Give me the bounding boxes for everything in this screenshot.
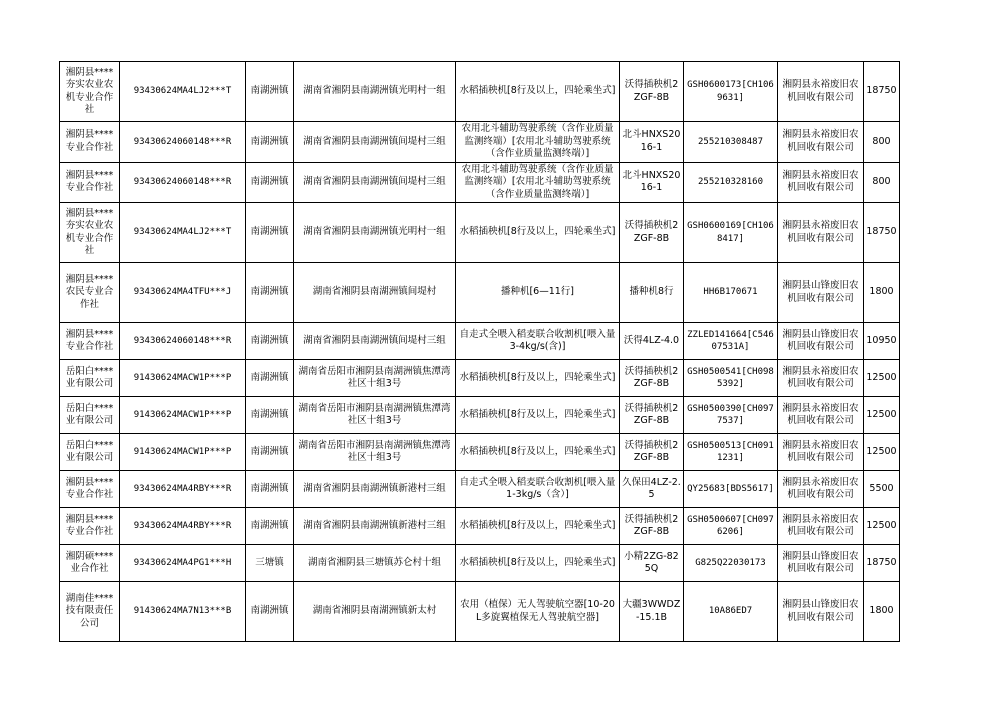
records-table bbox=[59, 61, 900, 642]
credit-code-cell: 91430624MACW1P***P bbox=[120, 434, 246, 471]
machine-item-cell: 水稻插秧机[8行及以上，四轮乘坐式] bbox=[456, 203, 620, 263]
town-cell: 南湖洲镇 bbox=[246, 471, 294, 508]
machine-item-cell: 水稻插秧机[8行及以上，四轮乘坐式] bbox=[456, 62, 620, 122]
serial-number-cell: 255210308487 bbox=[684, 122, 778, 163]
buyer-name-cell: 湘阴县****专业合作社 bbox=[60, 471, 120, 508]
credit-code-cell: 91430624MACW1P***P bbox=[120, 360, 246, 397]
address-cell: 湖南省岳阳市湘阴县南湖洲镇焦潭湾社区十组3号 bbox=[294, 434, 456, 471]
recycler-name-cell: 湘阴县永裕废旧农机回收有限公司 bbox=[778, 508, 864, 545]
address-cell: 湖南省湘阴县三塘镇苏仑村十组 bbox=[294, 545, 456, 582]
model-cell: 沃得插秧机2ZGF-8B bbox=[620, 397, 684, 434]
credit-code-cell: 93430624MA4LJ2***T bbox=[120, 203, 246, 263]
serial-number-cell: HH6B170671 bbox=[684, 263, 778, 323]
address-cell: 湖南省湘阴县南湖洲镇间堤村 bbox=[294, 263, 456, 323]
town-cell: 南湖洲镇 bbox=[246, 263, 294, 323]
amount-cell: 12500 bbox=[864, 397, 900, 434]
model-cell: 沃得插秧机2ZGF-8B bbox=[620, 434, 684, 471]
serial-number-cell: GSH0600173[CH1069631] bbox=[684, 62, 778, 122]
buyer-name-cell: 岳阳白****业有限公司 bbox=[60, 434, 120, 471]
table-row bbox=[60, 360, 900, 397]
town-cell: 南湖洲镇 bbox=[246, 203, 294, 263]
table-row bbox=[60, 434, 900, 471]
recycler-name-cell: 湘阴县山锋废旧农机回收有限公司 bbox=[778, 582, 864, 642]
address-cell: 湖南省湘阴县南湖洲镇光明村一组 bbox=[294, 203, 456, 263]
town-cell: 南湖洲镇 bbox=[246, 162, 294, 203]
machine-item-cell: 水稻插秧机[8行及以上，四轮乘坐式] bbox=[456, 545, 620, 582]
address-cell: 湖南省岳阳市湘阴县南湖洲镇焦潭湾社区十组3号 bbox=[294, 397, 456, 434]
model-cell: 北斗HNXS2016-1 bbox=[620, 122, 684, 163]
town-cell: 南湖洲镇 bbox=[246, 62, 294, 122]
buyer-name-cell: 湘阴县****专业合作社 bbox=[60, 323, 120, 360]
town-cell: 南湖洲镇 bbox=[246, 360, 294, 397]
recycler-name-cell: 湘阴县山锋废旧农机回收有限公司 bbox=[778, 545, 864, 582]
recycler-name-cell: 湘阴县山锋废旧农机回收有限公司 bbox=[778, 323, 864, 360]
table-row bbox=[60, 508, 900, 545]
table-row bbox=[60, 162, 900, 203]
credit-code-cell: 91430624MACW1P***P bbox=[120, 397, 246, 434]
machine-item-cell: 水稻插秧机[8行及以上，四轮乘坐式] bbox=[456, 397, 620, 434]
recycler-name-cell: 湘阴县永裕废旧农机回收有限公司 bbox=[778, 471, 864, 508]
town-cell: 南湖洲镇 bbox=[246, 397, 294, 434]
amount-cell: 12500 bbox=[864, 434, 900, 471]
credit-code-cell: 93430624MA4PG1***H bbox=[120, 545, 246, 582]
recycler-name-cell: 湘阴县永裕废旧农机回收有限公司 bbox=[778, 122, 864, 163]
amount-cell: 800 bbox=[864, 162, 900, 203]
table-row bbox=[60, 122, 900, 163]
model-cell: 久保田4LZ-2.5 bbox=[620, 471, 684, 508]
address-cell: 湖南省湘阴县南湖洲镇新港村三组 bbox=[294, 471, 456, 508]
table-row bbox=[60, 397, 900, 434]
table-row bbox=[60, 471, 900, 508]
credit-code-cell: 93430624MA4LJ2***T bbox=[120, 62, 246, 122]
table-row bbox=[60, 323, 900, 360]
credit-code-cell: 91430624MA7N13***B bbox=[120, 582, 246, 642]
recycler-name-cell: 湘阴县永裕废旧农机回收有限公司 bbox=[778, 62, 864, 122]
recycler-name-cell: 湘阴县永裕废旧农机回收有限公司 bbox=[778, 434, 864, 471]
recycler-name-cell: 湘阴县山锋废旧农机回收有限公司 bbox=[778, 263, 864, 323]
address-cell: 湖南省湘阴县南湖洲镇间堤村三组 bbox=[294, 122, 456, 163]
amount-cell: 5500 bbox=[864, 471, 900, 508]
buyer-name-cell: 湘阴县****专业合作社 bbox=[60, 122, 120, 163]
town-cell: 南湖洲镇 bbox=[246, 323, 294, 360]
model-cell: 大疆3WWDZ-15.1B bbox=[620, 582, 684, 642]
serial-number-cell: 10A86ED7 bbox=[684, 582, 778, 642]
model-cell: 小精2ZG-825Q bbox=[620, 545, 684, 582]
machine-item-cell: 水稻插秧机[8行及以上，四轮乘坐式] bbox=[456, 508, 620, 545]
address-cell: 湖南省湘阴县南湖洲镇间堤村三组 bbox=[294, 162, 456, 203]
machine-item-cell: 农用北斗辅助驾驶系统（含作业质量监测终端）[农用北斗辅助驾驶系统（含作业质量监测终端）] bbox=[456, 162, 620, 203]
address-cell: 湖南省岳阳市湘阴县南湖洲镇焦潭湾社区十组3号 bbox=[294, 360, 456, 397]
buyer-name-cell: 岳阳白****业有限公司 bbox=[60, 397, 120, 434]
records-body bbox=[60, 62, 900, 642]
credit-code-cell: 93430624MA4RBY***R bbox=[120, 471, 246, 508]
credit-code-cell: 93430624MA4TFU***J bbox=[120, 263, 246, 323]
buyer-name-cell: 湘阴县****专业合作社 bbox=[60, 508, 120, 545]
serial-number-cell: GSH0500607[CH0976206] bbox=[684, 508, 778, 545]
amount-cell: 18750 bbox=[864, 62, 900, 122]
table-row bbox=[60, 263, 900, 323]
amount-cell: 10950 bbox=[864, 323, 900, 360]
amount-cell: 18750 bbox=[864, 545, 900, 582]
address-cell: 湖南省湘阴县南湖洲镇光明村一组 bbox=[294, 62, 456, 122]
town-cell: 南湖洲镇 bbox=[246, 434, 294, 471]
serial-number-cell: QY25683[BDS5617] bbox=[684, 471, 778, 508]
table-row bbox=[60, 62, 900, 122]
serial-number-cell: GSH0500390[CH0977537] bbox=[684, 397, 778, 434]
recycler-name-cell: 湘阴县永裕废旧农机回收有限公司 bbox=[778, 397, 864, 434]
amount-cell: 12500 bbox=[864, 360, 900, 397]
amount-cell: 12500 bbox=[864, 508, 900, 545]
town-cell: 南湖洲镇 bbox=[246, 122, 294, 163]
address-cell: 湖南省湘阴县南湖洲镇新太村 bbox=[294, 582, 456, 642]
record-sheet bbox=[59, 61, 900, 642]
amount-cell: 18750 bbox=[864, 203, 900, 263]
serial-number-cell: GSH0500513[CH0911231] bbox=[684, 434, 778, 471]
buyer-name-cell: 湘阴硕****业合作社 bbox=[60, 545, 120, 582]
credit-code-cell: 93430624060148***R bbox=[120, 323, 246, 360]
amount-cell: 800 bbox=[864, 122, 900, 163]
serial-number-cell: GSH0500541[CH0985392] bbox=[684, 360, 778, 397]
machine-item-cell: 播种机[6—11行] bbox=[456, 263, 620, 323]
amount-cell: 1800 bbox=[864, 263, 900, 323]
buyer-name-cell: 湘阴县****专业合作社 bbox=[60, 162, 120, 203]
machine-item-cell: 农用（植保）无人驾驶航空器[10-20L多旋翼植保无人驾驶航空器] bbox=[456, 582, 620, 642]
serial-number-cell: 255210328160 bbox=[684, 162, 778, 203]
town-cell: 三塘镇 bbox=[246, 545, 294, 582]
address-cell: 湖南省湘阴县南湖洲镇间堤村三组 bbox=[294, 323, 456, 360]
buyer-name-cell: 湖南佳****技有限责任公司 bbox=[60, 582, 120, 642]
model-cell: 播种机8行 bbox=[620, 263, 684, 323]
machine-item-cell: 水稻插秧机[8行及以上，四轮乘坐式] bbox=[456, 360, 620, 397]
credit-code-cell: 93430624MA4RBY***R bbox=[120, 508, 246, 545]
machine-item-cell: 水稻插秧机[8行及以上，四轮乘坐式] bbox=[456, 434, 620, 471]
recycler-name-cell: 湘阴县永裕废旧农机回收有限公司 bbox=[778, 360, 864, 397]
town-cell: 南湖洲镇 bbox=[246, 508, 294, 545]
recycler-name-cell: 湘阴县永裕废旧农机回收有限公司 bbox=[778, 162, 864, 203]
table-row bbox=[60, 203, 900, 263]
model-cell: 沃得插秧机2ZGF-8B bbox=[620, 360, 684, 397]
machine-item-cell: 农用北斗辅助驾驶系统（含作业质量监测终端）[农用北斗辅助驾驶系统（含作业质量监测终端）] bbox=[456, 122, 620, 163]
machine-item-cell: 自走式全喂入稻麦联合收割机[喂入量3-4kg/s(含)] bbox=[456, 323, 620, 360]
serial-number-cell: ZZLED141664[C54607531A] bbox=[684, 323, 778, 360]
table-row bbox=[60, 582, 900, 642]
buyer-name-cell: 岳阳白****业有限公司 bbox=[60, 360, 120, 397]
credit-code-cell: 93430624060148***R bbox=[120, 122, 246, 163]
address-cell: 湖南省湘阴县南湖洲镇新港村三组 bbox=[294, 508, 456, 545]
town-cell: 南湖洲镇 bbox=[246, 582, 294, 642]
model-cell: 沃得4LZ-4.0 bbox=[620, 323, 684, 360]
buyer-name-cell: 湘阴县****夯实农业农机专业合作社 bbox=[60, 203, 120, 263]
buyer-name-cell: 湘阴县****夯实农业农机专业合作社 bbox=[60, 62, 120, 122]
serial-number-cell: GSH0600169[CH1068417] bbox=[684, 203, 778, 263]
recycler-name-cell: 湘阴县永裕废旧农机回收有限公司 bbox=[778, 203, 864, 263]
model-cell: 沃得插秧机2ZGF-8B bbox=[620, 203, 684, 263]
model-cell: 北斗HNXS2016-1 bbox=[620, 162, 684, 203]
serial-number-cell: G825Q22030173 bbox=[684, 545, 778, 582]
model-cell: 沃得插秧机2ZGF-8B bbox=[620, 62, 684, 122]
table-row bbox=[60, 545, 900, 582]
credit-code-cell: 93430624060148***R bbox=[120, 162, 246, 203]
amount-cell: 1800 bbox=[864, 582, 900, 642]
model-cell: 沃得插秧机2ZGF-8B bbox=[620, 508, 684, 545]
buyer-name-cell: 湘阴县****农民专业合作社 bbox=[60, 263, 120, 323]
machine-item-cell: 自走式全喂入稻麦联合收割机[喂入量1-3kg/s（含）] bbox=[456, 471, 620, 508]
